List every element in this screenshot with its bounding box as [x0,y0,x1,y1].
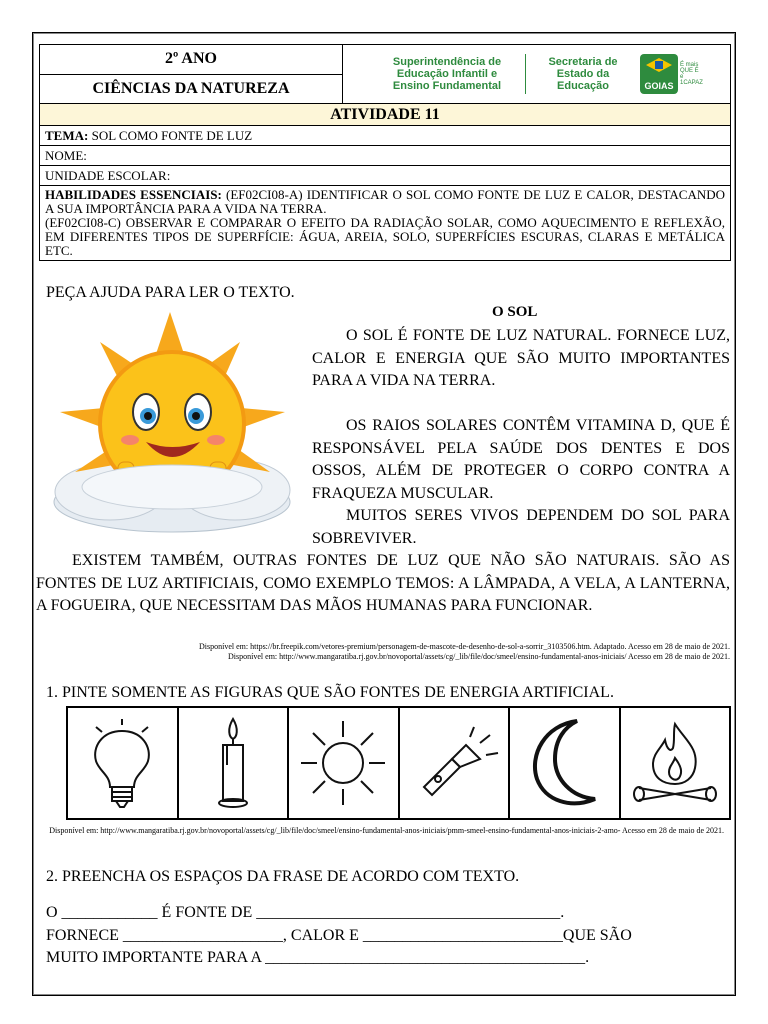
fill-line-1[interactable]: O ____________ É FONTE DE ______________________________________. [46,904,565,921]
flashlight-icon[interactable] [400,708,511,818]
nome-field[interactable]: NOME: [40,146,730,166]
reading-p3: MUITOS SERES VIVOS DEPENDEM DO SOL PARA SOBREVIVER. [312,507,730,547]
goias-label: GOIAS [644,81,674,91]
reading-p2: OS RAIOS SOLARES CONTÊM VITAMINA D, QUE É RESPONSÁVEL PELA SAÚDE DOS DENTES E DOS OSSOS, ALÉM DE PROTEGER O CORPO CONTRA A FRAQUEZA MUSCULAR. [312,417,730,502]
light-bulb-icon[interactable] [68,708,179,818]
reading-p1: O SOL É FONTE DE LUZ NATURAL. FORNECE LUZ, CALOR E ENERGIA QUE SÃO MUITO IMPORTANTES PARA A VIDA NA TERRA. [312,327,730,389]
reading-p4: EXISTEM TAMBÉM, OUTRAS FONTES DE LUZ QUE NÃO SÃO NATURAIS. SÃO AS FONTES DE LUZ ARTIFICIAIS, COMO EXEMPLO TEMOS: A LÂMPADA, A VELA, A LANTERNA, A FOGUEIRA, QUE NECESSITAM DAS MÃOS HUMANAS PARA FUNCIONAR. [36,552,730,614]
grade-label: 2º ANO [40,45,342,75]
figures-source: Disponível em: http://www.mangaratiba.rj.gov.br/novoportal/assets/cg/_lib/file/doc/smeel/ensino-fundamental-anos-iniciais/pmm-smeel-ensino-fundamental-anos-iniciais-2-amo- Acesso em 28 de maio de 2021. [49,826,724,835]
question-1: 1. PINTE SOMENTE AS FIGURAS QUE SÃO FONTES DE ENERGIA ARTIFICIAL. [46,684,614,701]
logo-secretaria: Secretaria de Estado da Educação [548,56,618,92]
subject-label: CIÊNCIAS DA NATUREZA [92,79,290,97]
smiling-sun-icon [40,312,302,540]
fill-line-2[interactable]: FORNECE ____________________, CALOR E _________________________QUE SÃO [46,927,632,944]
goias-tagline: É mais QUE É e 1CAPAZ [680,62,703,86]
question-2: 2. PREENCHA OS ESPAÇOS DA FRASE DE ACORDO COM TEXTO. [46,868,520,885]
source-1: Disponível em: https://br.freepik.com/vetores-premium/personagem-de-mascote-de-desenho-de-sol-a-sorrir_3103506.htm. Adaptado. Acesso em 28 de maio de 2021. [199,642,730,651]
campfire-icon[interactable] [621,708,730,818]
figures-row [66,706,731,820]
logos [343,45,730,103]
header-table [39,44,731,261]
unidade-field[interactable]: UNIDADE ESCOLAR: [40,166,730,186]
sun-icon[interactable] [289,708,400,818]
reading-instruction: PEÇA AJUDA PARA LER O TEXTO. [46,284,295,301]
reading-title: O SOL [492,304,538,320]
logo-superintendencia: Superintendência de Educação Infantil e Ensino Fundamental [392,56,502,92]
activity-title: ATIVIDADE 11 [40,104,730,126]
fill-line-3[interactable]: MUITO IMPORTANTE PARA A ________________________________________. [46,949,590,966]
source-2: Disponível em: http://www.mangaratiba.rj.gov.br/novoportal/assets/cg/_lib/file/doc/smeel/ensino-fundamental-anos-iniciais/ Acesso em 28 de maio de 2021. [228,652,730,661]
moon-icon[interactable] [510,708,621,818]
habilidades: HABILIDADES ESSENCIAIS: (EF02CI08-A) IDENTIFICAR O SOL COMO FONTE DE LUZ E CALOR, DESTACANDO A SUA IMPORTÂNCIA PARA A VIDA NA TERRA. (EF02CI08-C) OBSERVAR E COMPARAR O EFEITO DA RADIAÇÃO SOLAR, COMO AQUECIMENTO E REFLEXÃO, EM DIFERENTES TIPOS DE SUPERFÍCIE: ÁGUA, AREIA, SOLO, SUPERFÍCIES ESCURAS, CLARAS E METÁLICA ETC. [45,187,725,258]
tema-row: TEMA: SOL COMO FONTE DE LUZ [40,126,730,146]
logo-goias [640,54,702,94]
candle-icon[interactable] [179,708,290,818]
